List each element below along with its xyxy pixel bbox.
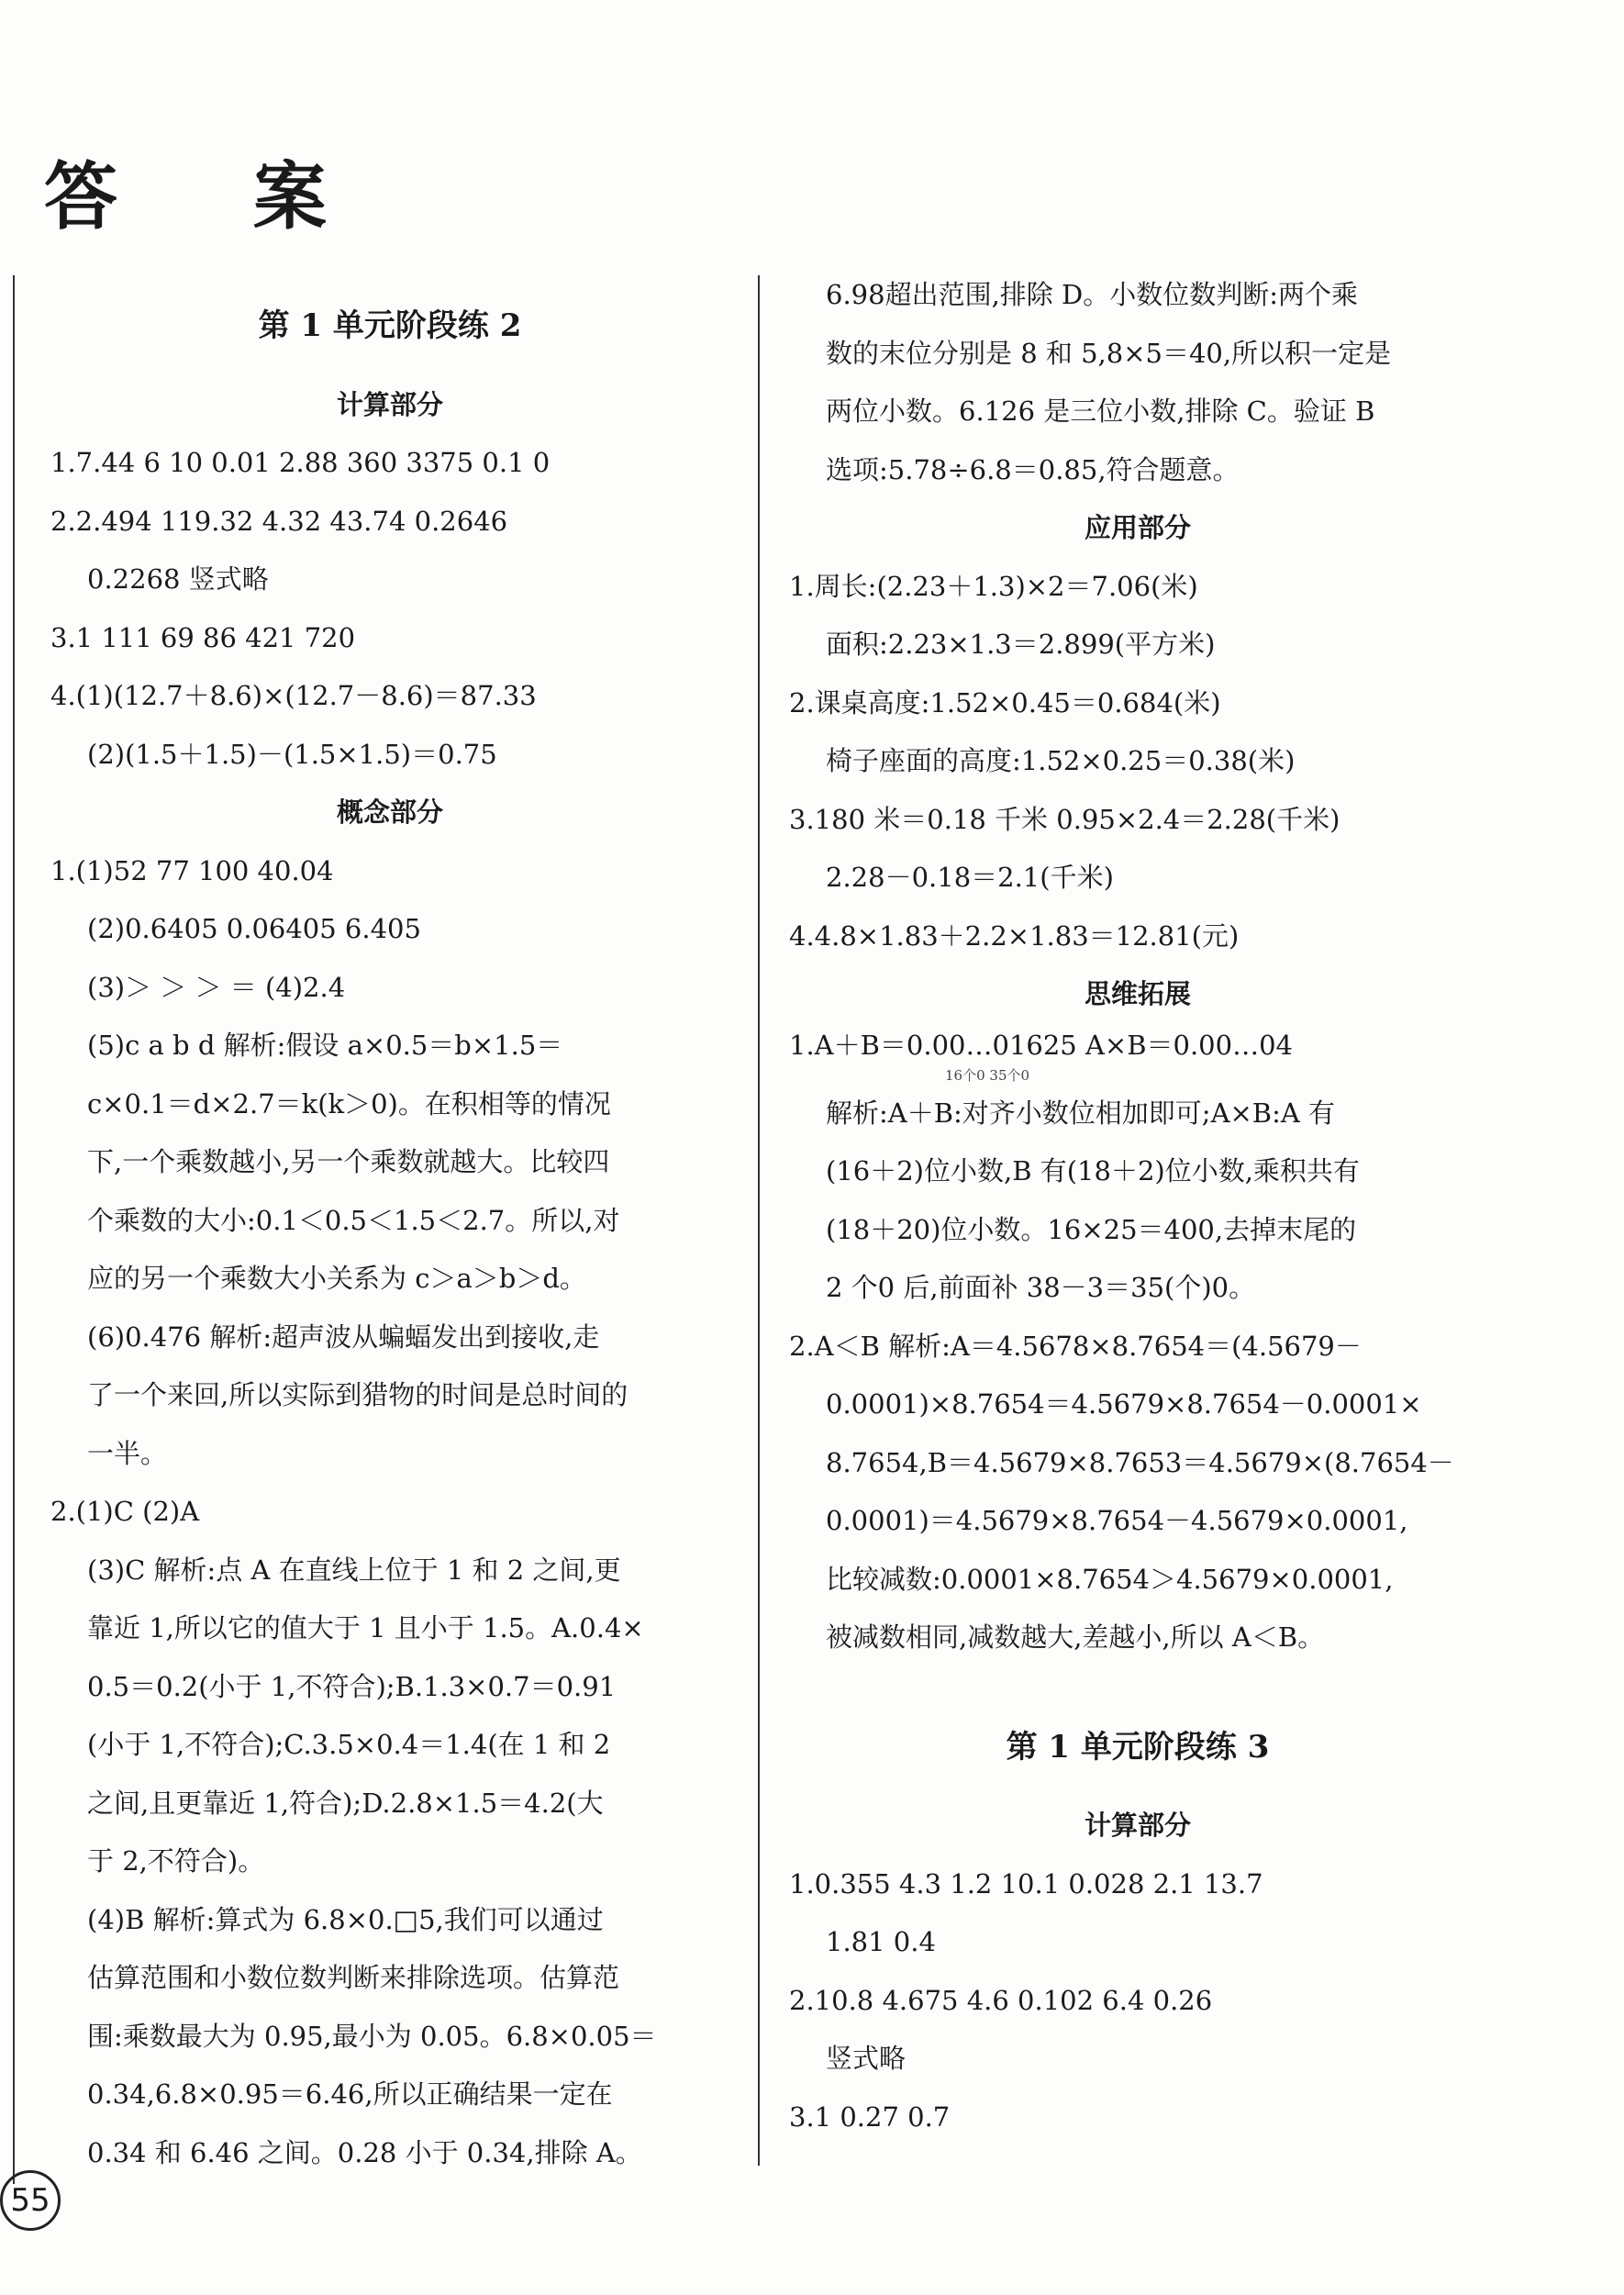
answer-line: 之间,且更靠近 1,符合);D.2.8×1.5＝4.2(大 (87, 1787, 604, 1819)
answer-line: 2.2.494 119.32 4.32 43.74 0.2646 (50, 505, 508, 537)
answer-line: 靠近 1,所以它的值大于 1 且小于 1.5。A.0.4× (87, 1612, 644, 1643)
answer-line: (2)(1.5＋1.5)－(1.5×1.5)＝0.75 (87, 738, 497, 770)
answer-line: 2.10.8 4.675 4.6 0.102 6.4 0.26 (789, 1984, 1213, 2016)
answer-line: 4.4.8×1.83＋2.2×1.83＝12.81(元) (789, 919, 1240, 952)
answer-line: 估算范围和小数位数判断来排除选项。估算范 (87, 1962, 620, 1993)
answer-line: (6)0.476 解析:超声波从蝙蝠发出到接收,走 (87, 1320, 600, 1353)
section-title: 第 1 单元阶段练 2 (258, 307, 522, 344)
answer-line: (3)＞ ＞ ＞ ＝ (4)2.4 (87, 971, 346, 1003)
answer-line: 0.2268 竖式略 (87, 563, 269, 595)
answer-line: 比较减数:0.0001×8.7654＞4.5679×0.0001, (826, 1563, 1394, 1595)
concept-heading: 概念部分 (336, 797, 443, 828)
answer-line: 解析:A＋B:对齐小数位相加即可;A×B:A 有 (826, 1097, 1336, 1129)
answer-line: 2.28－0.18＝2.1(千米) (826, 862, 1114, 893)
answer-line: 6.98超出范围,排除 D。小数位数判断:两个乘 (826, 279, 1359, 310)
zero-count-note: 16个0 35个0 (945, 1066, 1030, 1084)
answer-line: 椅子座面的高度:1.52×0.25＝0.38(米) (826, 745, 1296, 776)
answer-line: (16＋2)位小数,B 有(18＋2)位小数,乘积共有 (826, 1155, 1360, 1186)
answer-line: 个乘数的大小:0.1＜0.5＜1.5＜2.7。所以,对 (87, 1204, 620, 1236)
answer-line: 数的末位分别是 8 和 5,8×5＝40,所以积一定是 (826, 337, 1392, 369)
answer-line: 0.0001)×8.7654＝4.5679×8.7654－0.0001× (826, 1388, 1422, 1420)
answer-line: (2)0.6405 0.06405 6.405 (87, 913, 421, 944)
answer-line: 选项:5.78÷6.8＝0.85,符合题意。 (826, 453, 1240, 485)
answer-line: 1.0.355 4.3 1.2 10.1 0.028 2.1 13.7 (789, 1867, 1263, 1900)
answer-line: 了一个来回,所以实际到猎物的时间是总时间的 (87, 1379, 628, 1410)
answer-line: (4)B 解析:算式为 6.8×0.□5,我们可以通过 (87, 1903, 604, 1935)
answer-line: (5)c a b d 解析:假设 a×0.5＝b×1.5＝ (87, 1030, 563, 1061)
answer-line: 1.A＋B＝0.00…01625 A×B＝0.00…04 (789, 1029, 1293, 1061)
answer-line: 下,一个乘数越小,另一个乘数就越大。比较四 (87, 1146, 610, 1177)
answer-line: c×0.1＝d×2.7＝k(k＞0)。在积相等的情况 (87, 1087, 611, 1120)
page-title: 答 案 (44, 153, 382, 240)
answer-line: 2.课桌高度:1.52×0.45＝0.684(米) (789, 686, 1221, 719)
left-margin-rule (13, 275, 15, 2184)
answer-line: (小于 1,不符合);C.3.5×0.4＝1.4(在 1 和 2 (87, 1729, 611, 1760)
apply-heading: 应用部分 (1084, 512, 1191, 543)
answer-line: 2.A＜B 解析:A＝4.5678×8.7654＝(4.5679－ (789, 1330, 1362, 1362)
answer-line: 0.34,6.8×0.95＝6.46,所以正确结果一定在 (87, 2078, 613, 2110)
left-column (50, 284, 729, 2182)
answer-line: 0.0001)＝4.5679×8.7654－4.5679×0.0001, (826, 1505, 1408, 1536)
answer-line: 竖式略 (826, 2043, 907, 2074)
answer-line: 1.(1)52 77 100 40.04 (50, 854, 334, 886)
calc-heading: 计算部分 (336, 388, 443, 420)
answer-line: 0.5＝0.2(小于 1,不符合);B.1.3×0.7＝0.91 (87, 1670, 617, 1702)
answer-line: 1.7.44 6 10 0.01 2.88 360 3375 0.1 0 (50, 447, 551, 478)
answer-line: 应的另一个乘数大小关系为 c＞a＞b＞d。 (87, 1263, 586, 1294)
answer-line: 被减数相同,减数越大,差越小,所以 A＜B。 (826, 1621, 1325, 1653)
answer-line: 4.(1)(12.7＋8.6)×(12.7－8.6)＝87.33 (50, 680, 537, 711)
answer-line: 3.1 111 69 86 421 720 (50, 621, 356, 653)
answer-line: 一半。 (87, 1437, 168, 1469)
answer-line: 围:乘数最大为 0.95,最小为 0.05。6.8×0.05＝ (87, 2020, 657, 2052)
answer-line: 1.81 0.4 (826, 1926, 936, 1957)
right-column (789, 266, 1486, 2146)
answer-line: 8.7654,B＝4.5679×8.7653＝4.5679×(8.7654－ (826, 1446, 1454, 1478)
answer-line: 于 2,不符合)。 (87, 1845, 265, 1877)
answer-line: 0.34 和 6.46 之间。0.28 小于 0.34,排除 A。 (87, 2136, 642, 2168)
answer-line: 面积:2.23×1.3＝2.899(平方米) (826, 629, 1216, 660)
answer-line: 1.周长:(2.23＋1.3)×2＝7.06(米) (789, 570, 1198, 602)
column-divider (758, 275, 760, 2166)
think-heading: 思维拓展 (1084, 978, 1191, 1009)
answer-line: 两位小数。6.126 是三位小数,排除 C。验证 B (826, 395, 1375, 427)
answer-line: 2 个0 后,前面补 38－3＝35(个)0。 (826, 1272, 1256, 1303)
calc-heading: 计算部分 (1084, 1810, 1191, 1841)
answer-line: 3.1 0.27 0.7 (789, 2100, 951, 2133)
answer-line: (3)C 解析:点 A 在直线上位于 1 和 2 之间,更 (87, 1554, 621, 1586)
page-number: 55 (0, 2170, 61, 2231)
answer-line: (18＋20)位小数。16×25＝400,去掉末尾的 (826, 1213, 1357, 1245)
answer-line: 2.(1)C (2)A (50, 1496, 200, 1527)
section-title: 第 1 单元阶段练 3 (1006, 1728, 1270, 1766)
answer-line: 3.180 米＝0.18 千米 0.95×2.4＝2.28(千米) (789, 803, 1340, 835)
